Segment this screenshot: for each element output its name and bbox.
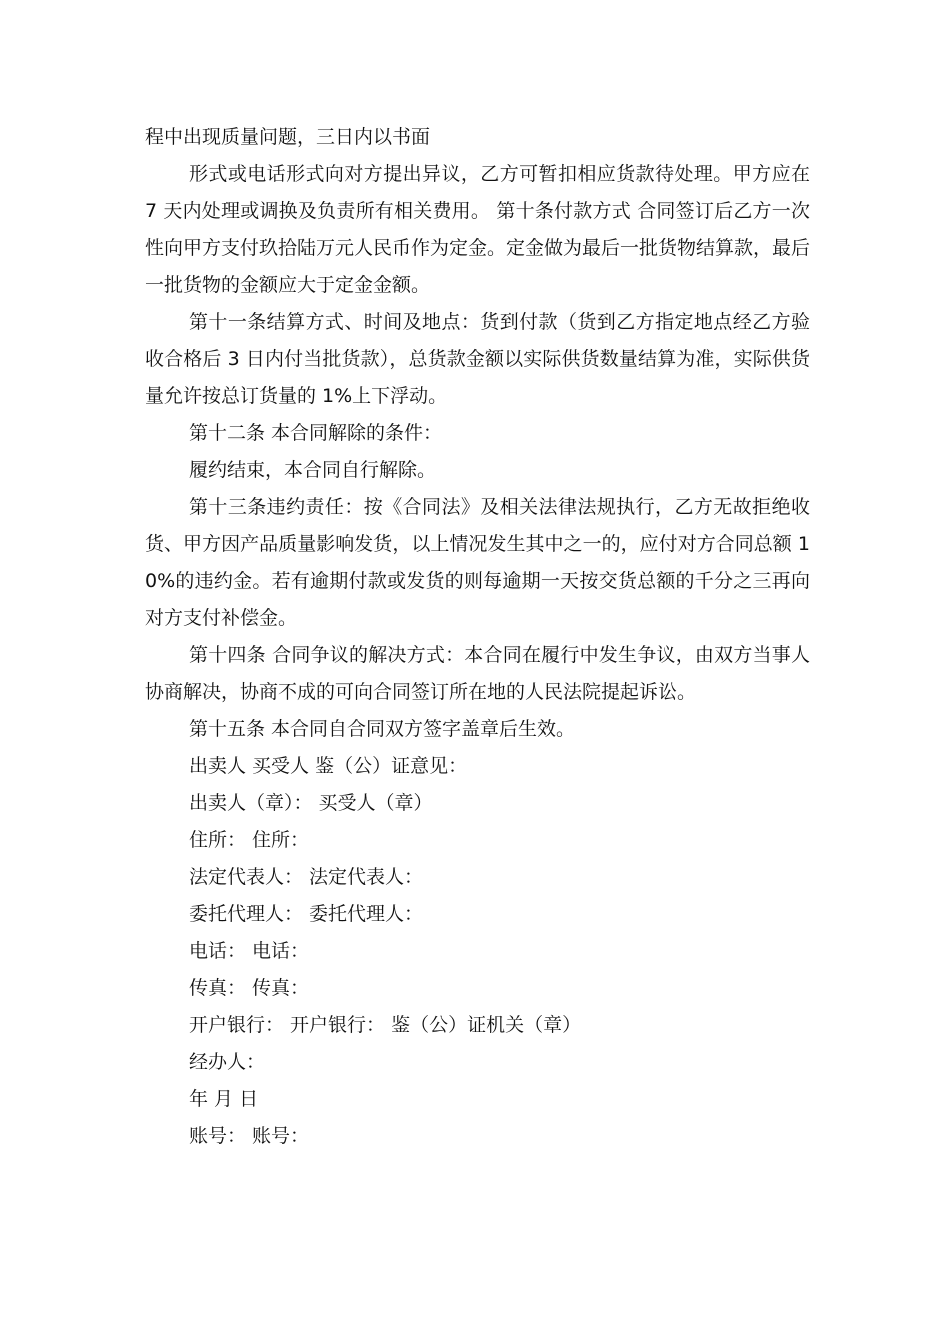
paragraph-article-15: 第十五条 本合同自合同双方签字盖章后生效。 <box>189 718 576 740</box>
paragraph-article-10: 形式或电话形式向对方提出异议，乙方可暂扣相应货款待处理。甲方应在 7 天内处理或调换及负责所有相关费用。 第十条付款方式 合同签订后乙方一次性向甲方支付玖拾陆万元人民币作为定金。定金做为最后一批货物结算款，最后一批货物的金额应大于定金金额。 <box>145 163 811 296</box>
signature-line-phone: 电话： 电话： <box>189 940 310 962</box>
paragraph-article-12: 第十二条 本合同解除的条件： <box>189 422 443 444</box>
signature-line-fax: 传真： 传真： <box>189 977 310 999</box>
document-body <box>145 119 810 1155</box>
signature-line-handler: 经办人： <box>189 1051 266 1073</box>
paragraph-termination: 履约结束，本合同自行解除。 <box>189 459 437 481</box>
paragraph-continuation: 程中出现质量问题，三日内以书面 <box>145 126 431 148</box>
signature-line-legal-rep: 法定代表人： 法定代表人： <box>189 866 424 888</box>
signature-line-seal: 出卖人（章）： 买受人（章） <box>189 792 433 814</box>
paragraph-article-13: 第十三条违约责任：按《合同法》及相关法律法规执行，乙方无故拒绝收货、甲方因产品质量影响发货，以上情况发生其中之一的，应付对方合同总额 10%的违约金。若有逾期付款或发货的则每逾期一天按交货总额的千分之三再向对方支付补偿金。 <box>145 496 810 629</box>
paragraph-article-11: 第十一条结算方式、时间及地点：货到付款（货到乙方指定地点经乙方验收合格后 3 日内付当批货款），总货款金额以实际供货数量结算为准，实际供货量允许按总订货量的 1%上下浮动。 <box>145 311 810 407</box>
signature-line-agent: 委托代理人： 委托代理人： <box>189 903 424 925</box>
signature-block <box>145 748 810 1155</box>
paragraph-article-14: 第十四条 合同争议的解决方式：本合同在履行中发生争议，由双方当事人协商解决，协商不成的可向合同签订所在地的人民法院提起诉讼。 <box>145 644 810 703</box>
signature-line-date: 年 月 日 <box>189 1088 259 1110</box>
signature-line-address: 住所： 住所： <box>189 829 310 851</box>
signature-line-account: 账号： 账号： <box>189 1125 310 1147</box>
signature-line-bank: 开户银行： 开户银行： 鉴（公）证机关（章） <box>189 1014 582 1036</box>
signature-line-parties: 出卖人 买受人 鉴（公）证意见： <box>189 755 468 777</box>
